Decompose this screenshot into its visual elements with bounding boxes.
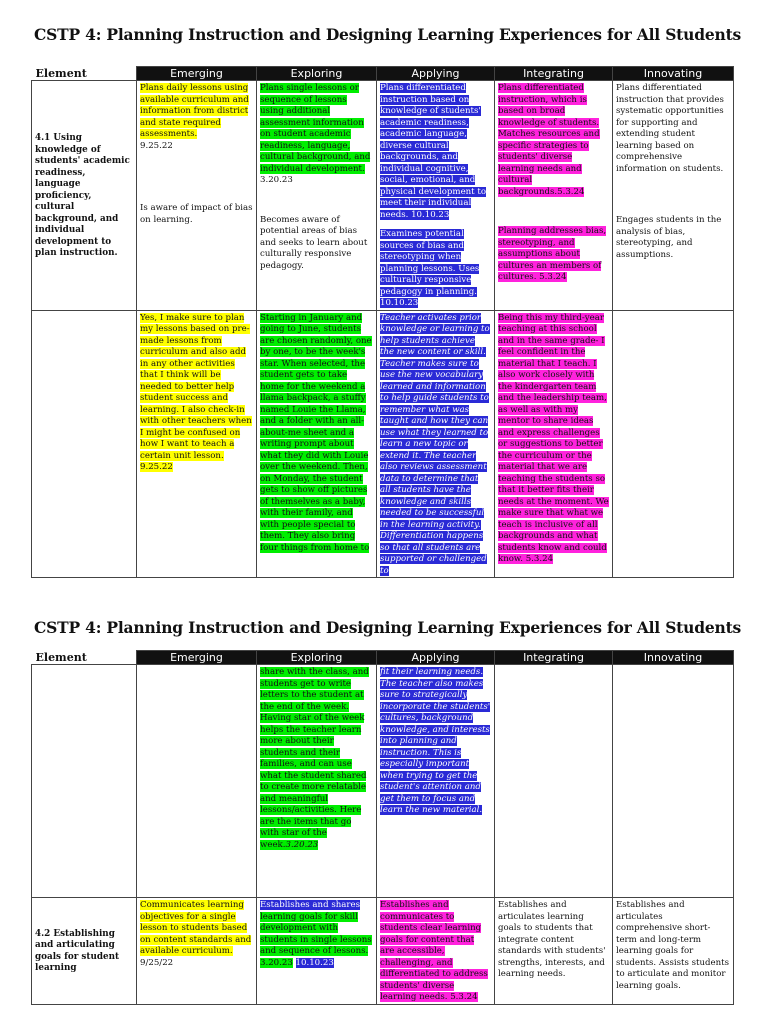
- cstp-table-1: [31, 66, 734, 578]
- header-integrating-2: Integrating: [495, 651, 613, 665]
- exploring-continued: share with the class, and students get to write letters to the student at the end of the week. Having star of the week helps the teacher learn more about their students and their families, and can use what the student shared to create more relatable and meaningful lessons/activities. Here are the items that go with star of the week.: [260, 667, 369, 850]
- element-cell-empty-2: [32, 665, 137, 898]
- applying-goals-text: Establishes and communicates to students clear learning goals for content that are accessible, challenging, and differentiated to address students' diverse learning needs. 5.3.24: [380, 900, 488, 1002]
- innovating-cell-2: [613, 898, 734, 1005]
- applying-text: Plans differentiated instruction based on knowledge of students' academic readiness, academic language, diverse cultural backgrounds, and individual cognitive, social, emotional, and physical development to meet their individual needs. 10.10.23: [380, 83, 486, 220]
- applying-cell-2: [377, 898, 495, 1005]
- integrating-bias-text: Planning addresses bias, stereotyping, and assumptions about cultures an members of cultures. 5.3.24: [498, 226, 607, 282]
- exploring-bias-text: Becomes aware of potential areas of bias and seeks to learn about culturally responsive pedagogy.: [260, 214, 368, 271]
- header-exploring-2: Exploring: [257, 651, 377, 665]
- header-innovating-2: Innovating: [613, 651, 734, 665]
- header-applying: Applying: [377, 67, 495, 81]
- emerging-bias-text: Is aware of impact of bias on learning.: [140, 203, 253, 225]
- header-emerging-2: Emerging: [137, 651, 257, 665]
- exploring-cell-2: [257, 898, 377, 1005]
- exploring-goals-date-2: 10.10.23: [295, 957, 334, 968]
- applying-continued: fit their learning needs. The teacher also makes sure to strategically incorporate the students' cultures, background knowledge, and interests into planning and instruction. This is especially important when trying to get the student's attention and get them to focus and learn the new material.: [380, 667, 491, 815]
- header-integrating: Integrating: [495, 67, 613, 81]
- exploring-goals-date-1: 3.20.23: [260, 957, 293, 968]
- applying-continued-cell: [377, 665, 495, 898]
- exploring-cell: [257, 81, 377, 311]
- exploring-date: 3.20.23: [260, 175, 293, 185]
- element-cell-2: [32, 898, 137, 1005]
- integrating-cell-2: [495, 898, 613, 1005]
- header-exploring: Exploring: [257, 67, 377, 81]
- innovating-text: Plans differentiated instruction that provides systematic opportunities for supporting and extending student learning based on comprehensive information on students.: [616, 83, 724, 174]
- exploring-continued-cell: [257, 665, 377, 898]
- element-cell: [32, 81, 137, 311]
- header-innovating: Innovating: [613, 67, 734, 81]
- exploring-text: Plans single lessons or sequence of lessons using additional assessment information on student academic readiness, language, cultural background, and individual development.: [260, 83, 371, 174]
- integrating-cell: [495, 81, 613, 311]
- innovating-cell-empty-2: [613, 665, 734, 898]
- innovating-cell: [613, 81, 734, 311]
- header-element-2: Element: [32, 651, 137, 665]
- emerging-cell-2: [137, 898, 257, 1005]
- emerging-reflection-cell: [137, 310, 257, 578]
- exploring-reflection: Starting in January and going to June, students are chosen randomly, one by one, to be the week's star. When selected, the student gets to take home for the weekend a llama backpack, a stuffy named Louie the Llama, and a folder with an all-about-me sheet and a writing prompt about what they did with Louie over the weekend. Then, on Monday, the student gets to show off pictures of themselves as a baby, with their family, and with people special to them. They also bring four things from home to: [260, 312, 372, 553]
- integrating-reflection-cell: [495, 310, 613, 578]
- innovating-bias-text: Engages students in the analysis of bias, stereotyping, and assumptions.: [616, 215, 722, 260]
- emerging-cell: [137, 81, 257, 311]
- emerging-goals-date: 9/25/22: [140, 957, 174, 968]
- exploring-continued-date: 3.20.23: [285, 839, 319, 850]
- element-cell-empty: [32, 310, 137, 578]
- header-applying-2: Applying: [377, 651, 495, 665]
- element-4-1: 4.1 Using knowledge of students' academic readiness, language proficiency, cultural background, and individual development to plan instruction.: [35, 133, 130, 258]
- applying-reflection: Teacher activates prior knowledge or learning to help students achieve the new content or skill. Teacher makes sure to use the new vocabulary learned and information to help guide students to remember what was taught and how they can use what they learned to learn a new topic or extend it. The teacher also reviews assessment data to determine that all students have the knowledge and skills needed to be successful in the learning activity. Differentiation happens so that all students are supported or challenged to: [380, 312, 490, 576]
- integrating-reflection: Being this my third-year teaching at this school and in the same grade- I feel confident in the material that I teach. I also work closely with the kindergarten team and the leadership team, as well as with my mentor to share ideas and express challenges or suggestions to better the curriculum or the material that we are teaching the students so that it better fits their needs at the moment. We make sure that what we teach is inclusive of all backgrounds and what students know and could know. 5.3.24: [498, 312, 609, 564]
- emerging-text: Plans daily lessons using available curriculum and information from district and state required assessments.: [140, 83, 249, 139]
- page-title-2: CSTP 4: Planning Instruction and Designing Learning Experiences for All Students: [34, 618, 742, 637]
- emerging-reflection: Yes, I make sure to plan my lessons based on pre-made lessons from curriculum and also add in any other activities that I think will be needed to better help student success and learning. I also check-in with other teachers when I might be confused on how I want to teach a certain unit lesson. 9.25.22: [140, 312, 252, 472]
- applying-reflection-cell: [377, 310, 495, 578]
- header-emerging: Emerging: [137, 67, 257, 81]
- innovating-reflection-cell: [613, 310, 734, 578]
- page-title: CSTP 4: Planning Instruction and Designing Learning Experiences for All Students: [34, 25, 742, 44]
- cstp-table-2: [31, 650, 734, 1005]
- applying-cell: [377, 81, 495, 311]
- exploring-goals-text-start: Establishes and shares: [260, 900, 360, 910]
- emerging-goals-text: Communicates learning objectives for a single lesson to students based on content standards and available curriculum.: [140, 900, 252, 956]
- exploring-reflection-cell: [257, 310, 377, 578]
- emerging-date: 9.25.22: [140, 140, 173, 151]
- integrating-goals-text: Establishes and articulates learning goals to students that integrate content standards with students' strengths, interests, and learning needs.: [498, 900, 606, 979]
- applying-bias-text: Examines potential sources of bias and stereotyping when planning lessons. Uses culturally responsive pedagogy in planning. 10.10.23: [380, 229, 480, 308]
- exploring-goals-text: learning goals for skill development with students in single lessons and sequence of lessons.: [260, 911, 372, 956]
- integrating-cell-empty-2: [495, 665, 613, 898]
- header-element: Element: [32, 67, 137, 81]
- innovating-goals-text: Establishes and articulates comprehensive short-term and long-term learning goals for students. Assists students to articulate and monitor learning goals.: [616, 900, 730, 991]
- element-4-2: 4.2 Establishing and articulating goals for student learning: [35, 928, 120, 974]
- emerging-cell-empty-2: [137, 665, 257, 898]
- integrating-text: Plans differentiated instruction, which is based on broad knowledge of students. Matches resources and specific strategies to students' diverse learning needs and cultural backgrounds.5.3.24: [498, 83, 600, 197]
